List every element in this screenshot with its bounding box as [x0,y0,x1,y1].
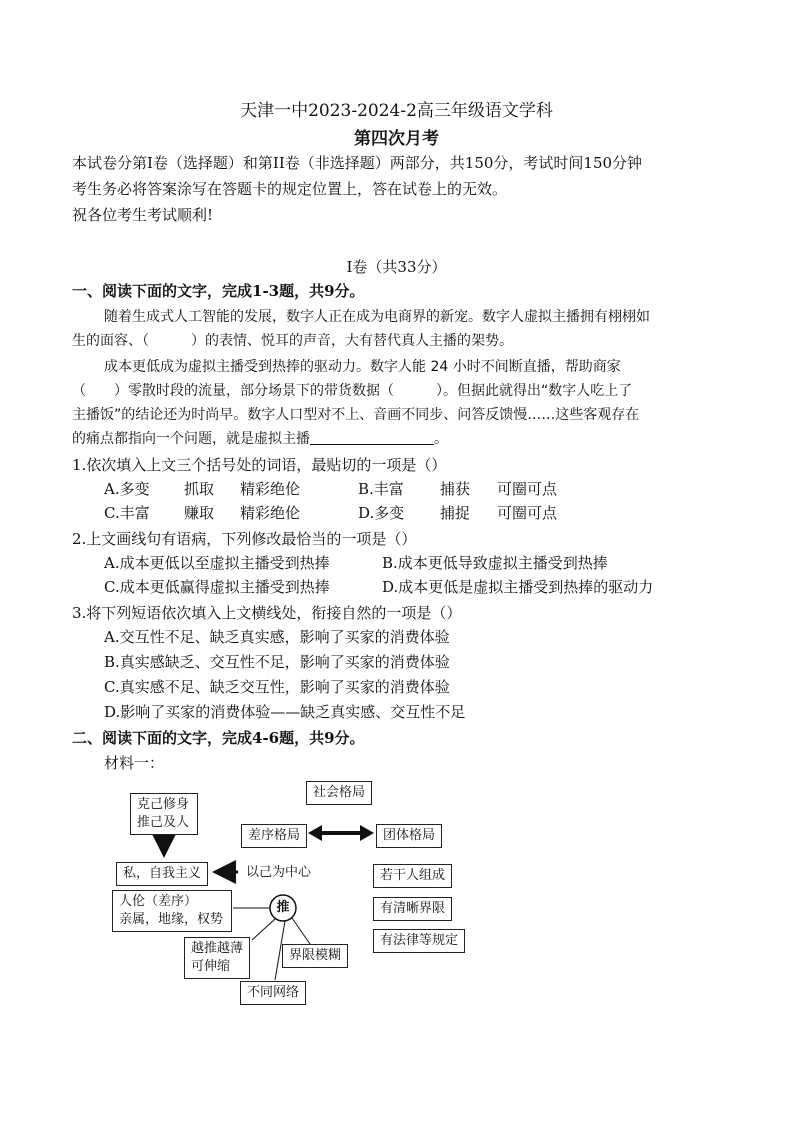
self-cultivation-box [130,793,198,835]
option-c: C.成本更低赢得虚拟主播受到热捧 [104,578,330,596]
differential-pattern-box: 差序格局 [241,824,307,848]
option-c: C.真实感不足、缺乏交互性，影响了买家的消费体验 [104,678,450,696]
question-stem: 2.上文画线句有语病，下列修改最恰当的一项是（） [72,530,417,548]
part-title: I卷（共33分） [346,258,447,276]
arrow-head-right [360,825,374,841]
blurred-boundary-box: 界限模糊 [282,944,348,968]
option-b-word3: 可圈可点 [497,480,558,498]
option-d: D.成本更低是虚拟主播受到热捧的驱动力 [382,578,654,596]
arrow-head-left [308,825,322,841]
exam-title: 天津一中2023-2024-2高三年级语文学科 [240,101,553,121]
section-heading: 一、阅读下面的文字，完成1-3题，共9分。 [72,282,365,300]
option-d: D.影响了买家的消费体验——缺乏真实感、交互性不足 [104,703,466,721]
section-heading: 二、阅读下面的文字，完成4-6题，共9分。 [72,729,365,747]
social-pattern-box: 社会格局 [306,781,372,805]
self-cultivation-line: 克己修身 [137,797,190,812]
option-d-word1: D.多变 [358,504,405,522]
selfishness-box: 私，自我主义 [116,862,208,886]
option-a: A.交互性不足、缺乏真实感，影响了买家的消费体验 [104,628,450,646]
option-d-word3: 可圈可点 [497,504,558,522]
question-stem: 1.依次填入上文三个括号处的词语，最贴切的一项是（） [72,456,447,474]
option-a: A.成本更低以至虚拟主播受到热捧 [104,554,330,572]
connector-line [252,919,275,940]
ethics-line: 人伦（差序） [119,894,198,909]
option-d-word2: 捕捉 [440,504,471,522]
connector-line [292,918,310,944]
thinner-box [184,937,250,979]
thinner-line: 可伸缩 [191,959,231,974]
group-feature-box: 若干人组成 [373,864,452,888]
self-centered-label: 以己为中心 [246,865,312,880]
passage-text: 。 [434,431,448,447]
option-c-word1: C.丰富 [104,504,150,522]
self-cultivation-line: 推己及人 [137,815,190,830]
passage-line: 随着生成式人工智能的发展，数字人正在成为电商界的新宠。数字人虚拟主播拥有栩栩如 [104,309,650,325]
option-b-word1: B.丰富 [358,480,404,498]
ethics-box [112,890,232,932]
option-a-word1: A.多变 [104,480,150,498]
option-b-word2: 捕获 [440,480,471,498]
option-c-word2: 赚取 [184,504,215,522]
option-b: B.成本更低导致虚拟主播受到热捧 [382,554,608,572]
passage-line: （ ）零散时段的流量，部分场景下的带货数据（ ）。但据此就得出“数字人吃上了 [72,383,633,399]
passage-line: 生的面容、（ ）的表情、悦耳的声音，大有替代真人主播的架势。 [72,333,513,349]
passage-line: 成本更低成为虚拟主播受到热捧的驱动力。数字人能 24 小时不间断直播，帮助商家 [104,359,621,375]
intro-line: 祝各位考生考试顺利! [72,206,214,224]
option-a-word2: 抓取 [184,480,215,498]
material-label: 材料一： [104,754,165,772]
intro-line: 考生务必将答案涂写在答题卡的规定位置上，答在试卷上的无效。 [72,180,508,198]
passage-line: 主播饭”的结论还为时尚早。数字人口型对不上、音画不同步、问答反馈慢……这些客观存在 [72,407,640,423]
option-b: B.真实感缺乏、交互性不足，影响了买家的消费体验 [104,653,450,671]
option-c-word3: 精彩绝伦 [240,504,301,522]
group-feature-box: 有法律等规定 [373,929,465,953]
different-networks-box: 不同网络 [240,981,306,1005]
thinner-line: 越推越薄 [191,941,244,956]
group-feature-box: 有清晰界限 [373,897,452,921]
intro-line: 本试卷分第I卷（选择题）和第II卷（非选择题）两部分，共150分，考试时间150分钟 [72,154,643,172]
passage-text: 的痛点都指向一个问题，就是虚拟主播 [72,431,310,447]
group-pattern-box: 团体格局 [376,824,442,848]
push-label: 推 [276,900,290,915]
ethics-line: 亲属，地缘，权势 [119,912,224,927]
question-stem: 3.将下列短语依次填入上文横线处，衔接自然的一项是（） [72,604,462,622]
exam-subtitle: 第四次月考 [354,129,439,149]
option-a-word3: 精彩绝伦 [240,480,301,498]
